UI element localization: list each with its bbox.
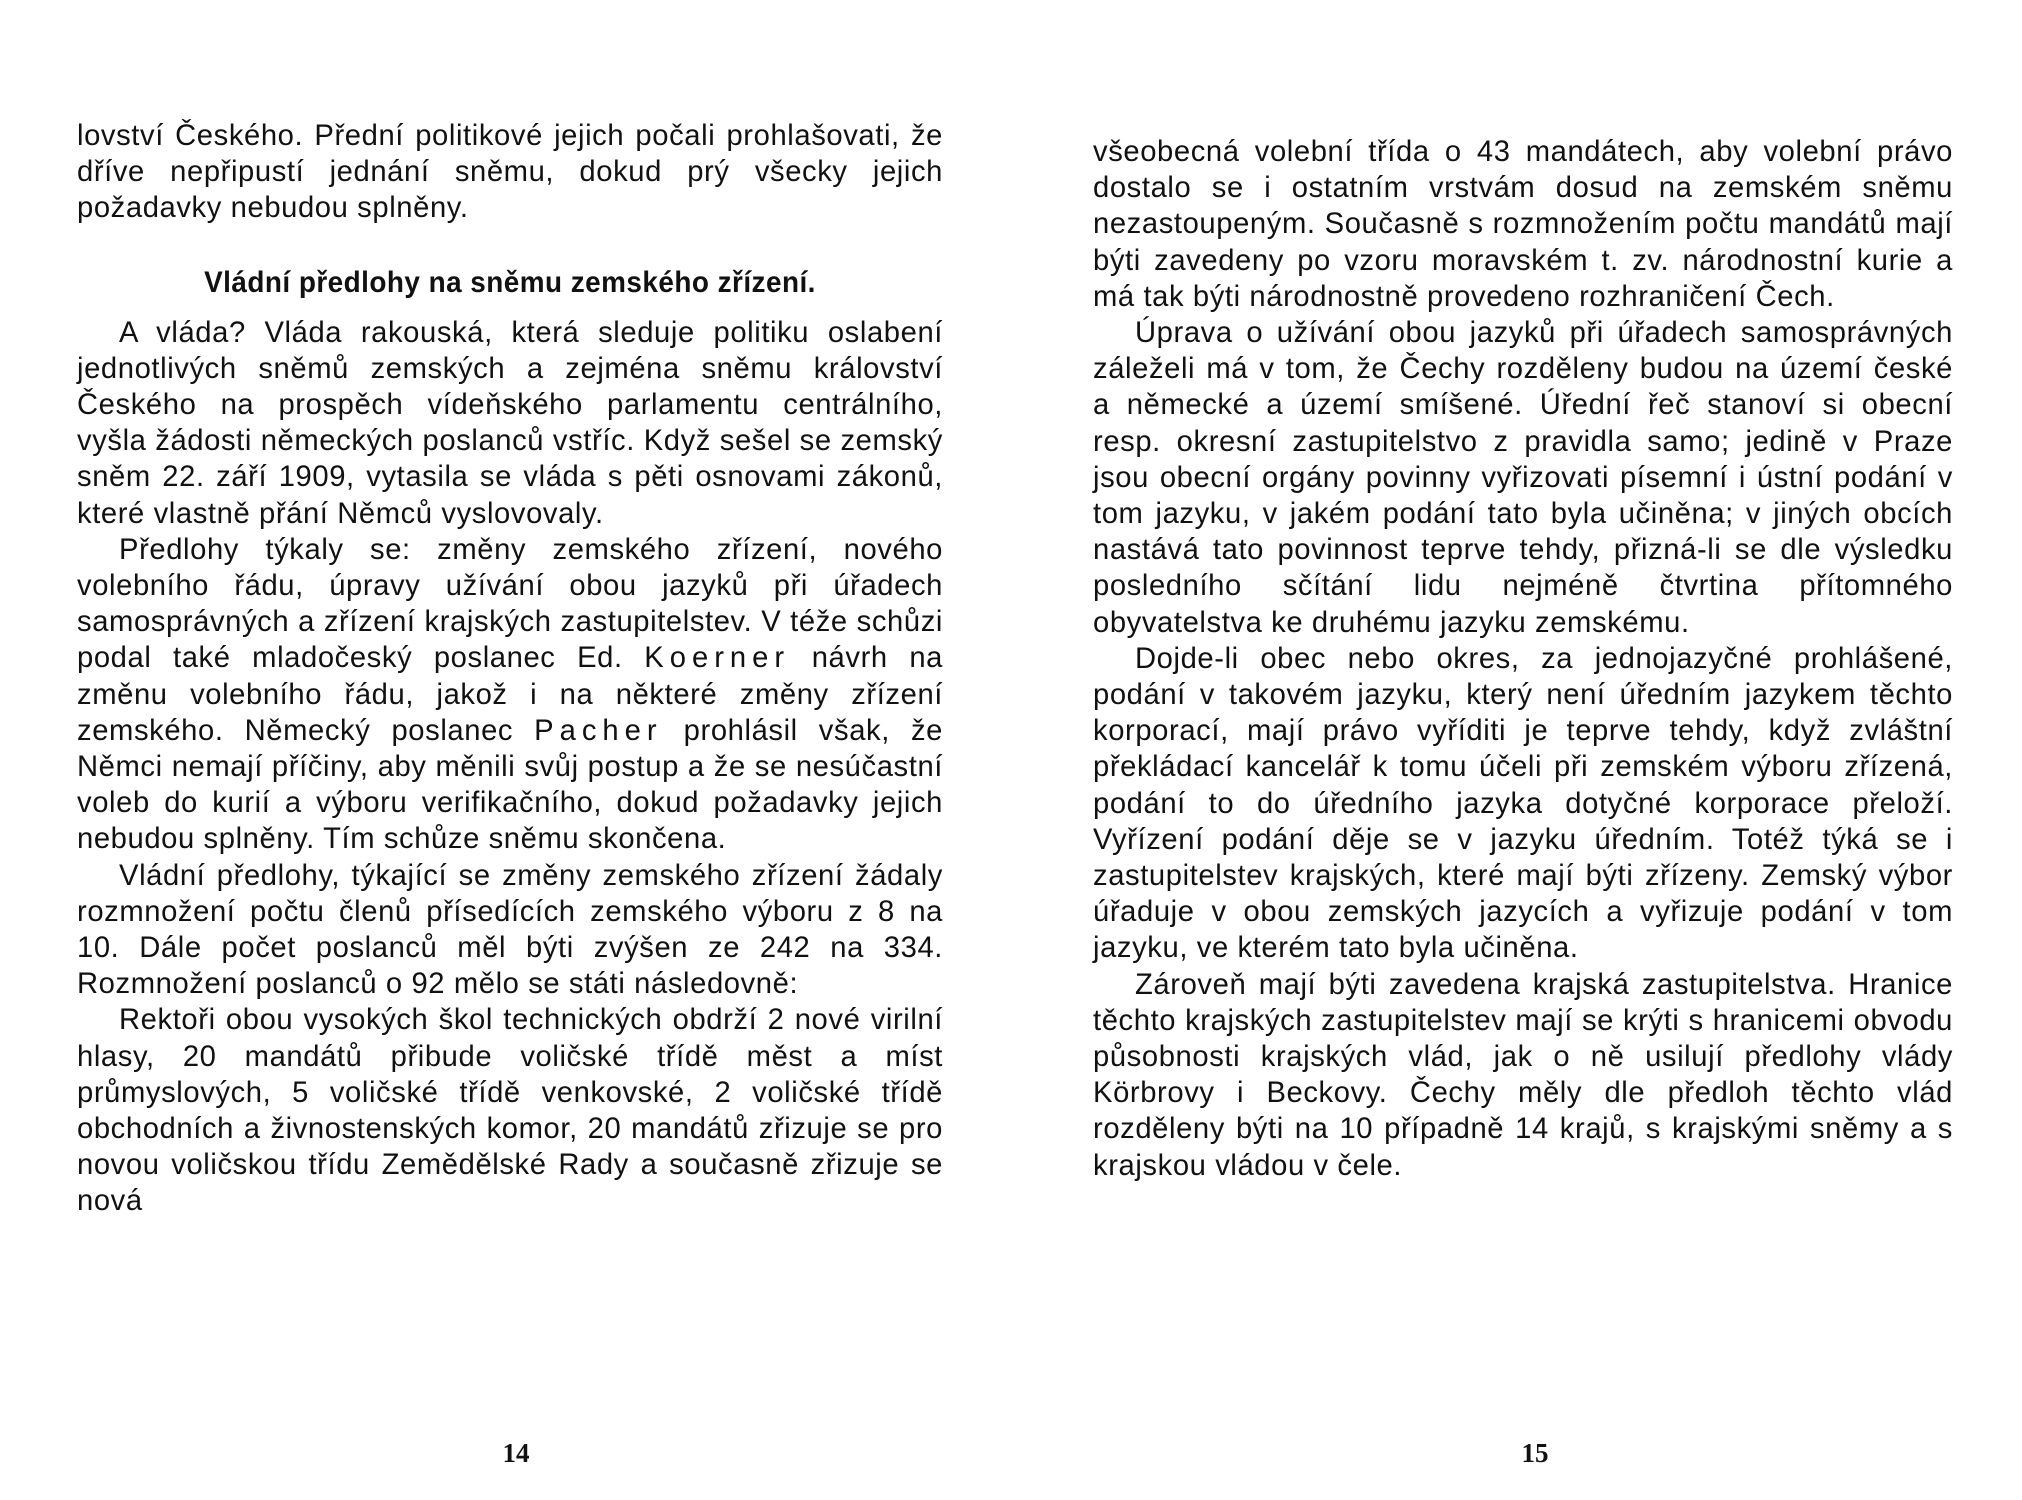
page-number: 15 (1521, 1438, 1549, 1468)
text-run: návrh na změnu volebního řádu, jakož i na některé změny zřízení zemského. Německý poslanec (77, 642, 943, 747)
left-page-text (77, 118, 943, 1220)
right-page-text (1093, 134, 1953, 1184)
paragraph: Rektoři obou vysokých škol technických obdrží 2 nové virilní hlasy, 20 mandátů přibude voličské třídě měst a míst průmyslových, 5 voličské třídě venkovské, 2 voličské třídě obchodních a živnostenských komor, 20 mandátů zřizuje se pro novou voličskou třídu Zemědělské Rady a současně zřizuje se nová (77, 1004, 943, 1218)
page-number: 14 (502, 1438, 530, 1468)
paragraph: Úprava o užívání obou jazyků při úřadech samosprávných záleželi má v tom, že Čechy rozděleny budou na území české a německé a území smíšené. Úřední řeč stanoví si obecní resp. okresní zastupitelstvo z pravidla samo; jedině v Praze jsou obecní orgány povinny vyřizovati písemní i ústní podání v tom jazyku, v jakém podání tato byla učiněna; v jiných obcích nastává tato povinnost teprve tehdy, přizná-li se dle výsledku posledního sčítání lidu nejméně čtvrtina přítomného obyvatelstva ke druhému jazyku zemskému. (1093, 317, 1953, 639)
paragraph: všeobecná volební třída o 43 mandátech, aby volební právo dostalo se i ostatním vrstvám dosud na zemském sněmu nezastoupeným. Současně s rozmnožením počtu mandátů mají býti zavedeny po vzoru moravském t. zv. národnostní kurie a má tak býti národnostně provedeno rozhraničení Čech. (1093, 136, 1953, 313)
paragraph: Zároveň mají býti zavedena krajská zastupitelstva. Hranice těchto krajských zastupitelstev mají se krýti s hranicemi obvodu působnosti krajských vlád, jak o ně usilují předlohy vlády Körbrovy i Beckovy. Čechy měly dle předloh těchto vlád rozděleny býti na 10 případně 14 krajů, s krajskými sněmy a s krajskou vládou v čele. (1093, 968, 1953, 1182)
paragraph (77, 532, 943, 858)
section-heading: Vládní předlohy na sněmu zemského zřízení. (204, 265, 816, 299)
text-run: Předlohy týkaly se: změny zemského zřízení, nového volebního řádu, úpravy užívání obou jazyků při úřadech samosprávných a zřízení krajských zastupitelstev. V téže schůzi podal také mladočeský poslanec Ed. (77, 533, 943, 675)
paragraph: A vláda? Vláda rakouská, která sleduje politiku oslabení jednotlivých sněmů zemských a zejména sněmu království Českého na prospěch vídeňského parlamentu centrálního, vyšla žádosti německých poslanců vstříc. Když sešel se zemský sněm 22. září 1909, vytasila se vláda s pěti osnovami zákonů, které vlastně přání Němců vyslovovaly. (77, 316, 943, 530)
right-page (1011, 0, 2022, 1500)
paragraph: lovství Českého. Přední politikové jejich počali prohlašovati, že dříve nepřipustí jednání sněmu, dokud prý všecky jejich požadavky nebudou splněny. (77, 120, 943, 225)
text-run: prohlásil však, že Němci nemají příčiny, aby měnili svůj postup a že se nesúčastní voleb do kurií a výboru verifikačního, dokud požadavky jejich nebudou splněny. Tím schůze sněmu skončena. (77, 714, 943, 856)
paragraph: Vládní předlohy, týkající se změny zemského zřízení žádaly rozmnožení počtu členů přísedících zemského výboru z 8 na 10. Dále počet poslanců měl býti zvýšen ze 242 na 334. Rozmnožení poslanců o 92 mělo se státi následovně: (77, 859, 943, 1001)
spaced-name-pacher: Pacher (534, 714, 663, 747)
paragraph: Dojde-li obec nebo okres, za jednojazyčné prohlášené, podání v takovém jazyku, který není úředním jazykem těchto korporací, mají právo vyříditi je teprve tehdy, když zvláštní překládací kancelář k tomu účeli při zemském výboru zřízená, podání to do úředního jazyka dotyčné korporace přeloží. Vyřízení podání děje se v jazyku úředním. Totéž týká se i zastupitelstev krajských, které mají býti zřízeny. Zemský výbor úřaduje v obou zemských jazycích a vyřizuje podání v tom jazyku, ve kterém tato byla učiněna. (1093, 642, 1953, 965)
spaced-name-koerner: Koerner (644, 642, 791, 675)
